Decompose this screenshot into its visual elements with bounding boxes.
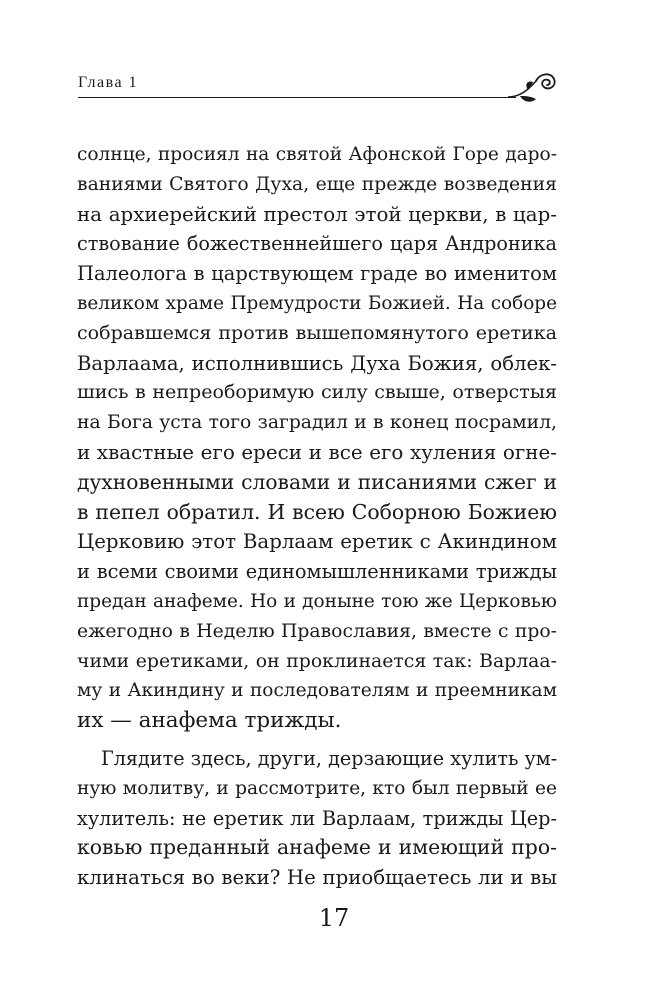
text-line: чими еретиками, он проклинается так: Варлаа- <box>77 650 557 672</box>
chapter-title: Глава 1 <box>78 74 139 91</box>
text-line: духновенными словами и писаниями сжег и <box>77 469 557 494</box>
text-line: и всеми своими единомышленниками трижды <box>77 560 557 584</box>
text-line: солнце, просиял на святой Афонской Горе даро- <box>77 144 557 165</box>
text-line: Варлаама, исполнившись Духа Божия, облек- <box>77 351 557 375</box>
text-line: Церковию этот Варлаам еретик с Акиндином <box>77 530 557 554</box>
paragraph-gap <box>77 736 557 744</box>
text-line: в пепел обратил. И всею Соборною Божиею <box>77 499 557 524</box>
text-line: шись в непреоборимую силу свыше, отверстыя <box>77 381 557 404</box>
text-line: предан анафеме. Но и доныне тою же Церковью <box>77 590 557 612</box>
text-line: ствование божественнейшего царя Андроника <box>77 232 557 256</box>
text-line: ную молитву, и рассмотрите, кто был первый ее <box>77 777 557 799</box>
body-text <box>77 140 557 893</box>
text-line: ваниями Святого Духа, еще прежде возведения <box>77 173 557 195</box>
page-number: 17 <box>318 904 350 932</box>
text-line: собравшемся против вышепомянутого еретика <box>77 321 557 344</box>
text-line: их — анафема трижды. <box>77 708 342 734</box>
running-header <box>78 66 558 106</box>
text-line: му и Акиндину и последователям и преемникам <box>77 680 557 702</box>
flourish-ornament-icon <box>506 66 560 106</box>
header-rule <box>78 97 516 98</box>
text-line: и хвастные его ереси и все его хуления огне- <box>77 440 557 464</box>
text-line: на Бога уста того заградил и в конец посрамил, <box>77 412 557 434</box>
text-line: Глядите здесь, други, дерзающие хулить ум- <box>101 746 558 770</box>
text-line: великом храме Премудрости Божией. На соборе <box>77 292 557 314</box>
text-line: ковью преданный анафеме и имеющий про- <box>77 835 557 860</box>
text-line: Палеолога в царствующем граде во именитом <box>77 262 557 286</box>
text-line: хулитель: не еретик ли Варлаам, трижды Цер- <box>77 806 557 830</box>
text-line: клинаться во веки? Не приобщаетесь ли и вы <box>77 866 557 890</box>
text-line: ежегодно в Неделю Православия, вместе с про- <box>77 620 557 642</box>
text-line: на архиерейский престол этой церкви, в цар- <box>77 202 557 226</box>
